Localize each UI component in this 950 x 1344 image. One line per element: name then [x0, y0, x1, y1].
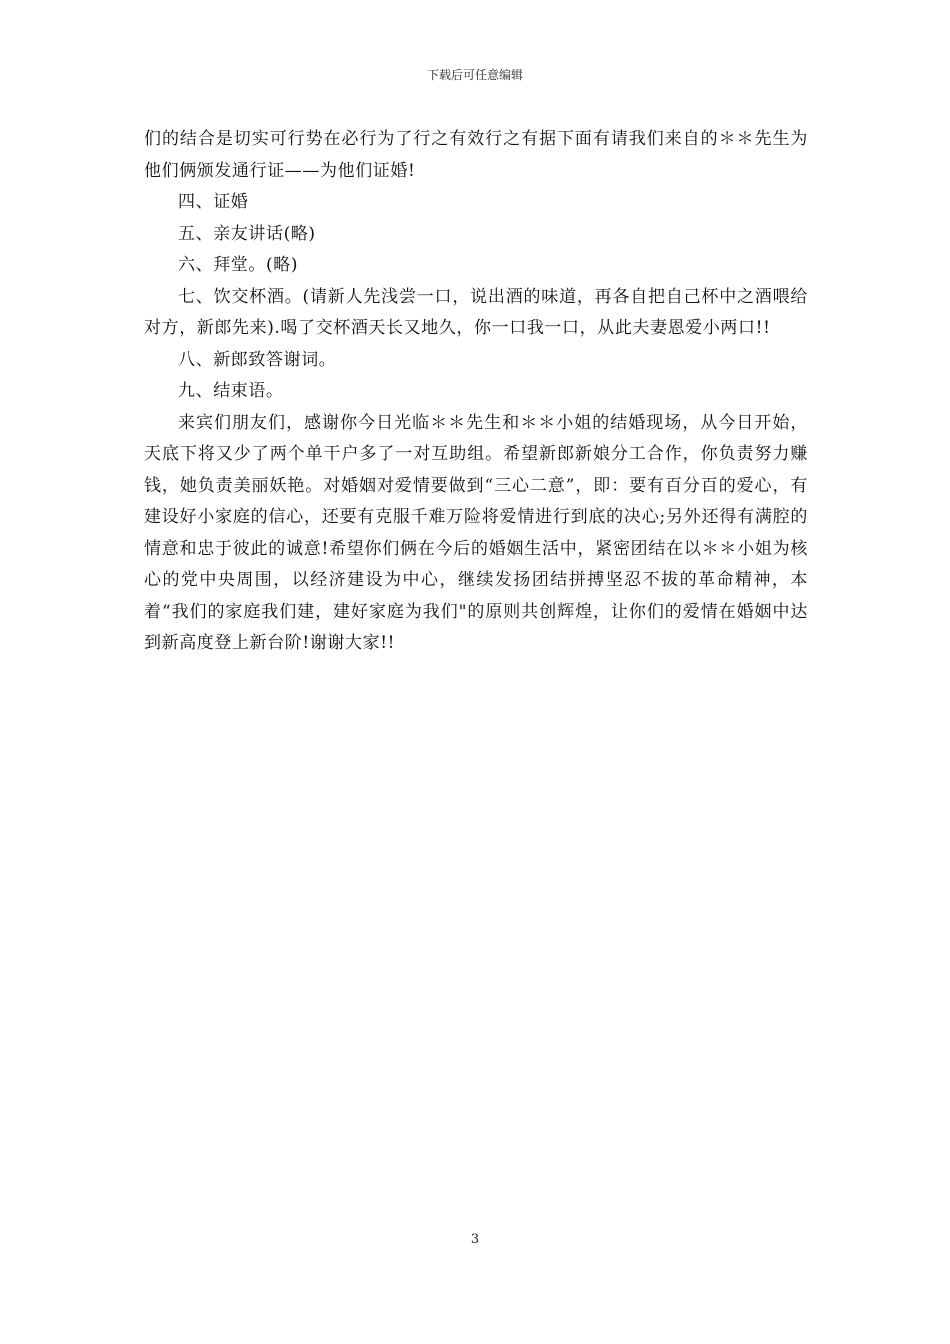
paragraph-section-6: 六、拜堂。(略): [178, 255, 299, 275]
paragraph-closing-speech: 来宾们朋友们，感谢你今日光临＊＊先生和＊＊小姐的结婚现场，从今日开始，天底下将又少了两个单干户多了一对互助组。希望新郎新娘分工合作，你负责努力赚钱，她负责美丽妖艳。对婚姻对爱情要做到“三心二意”，即：要有百分百的爱心，有建设好小家庭的信心，还要有克服千难万险将爱情进行到底的决心;另外还得有满腔的情意和忠于彼此的诚意!希望你们俩在今后的婚姻生活中，紧密团结在以＊＊小姐为核心的党中央周围，以经济建设为中心，继续发扬团结拼搏坚忍不拔的革命精神，本着“我们的家庭我们建，建好家庭为我们"的原则共创辉煌，让你们的爱情在婚姻中达到新高度登上新台阶!谢谢大家!!: [144, 412, 808, 653]
paragraph-section-5: 五、亲友讲话(略): [178, 223, 316, 244]
page-header: 下载后可任意编辑: [426, 68, 523, 82]
page-number: 3: [470, 1232, 480, 1247]
paragraph-section-7: 七、饮交杯酒。(请新人先浅尝一口，说出酒的味道，再各自把自己杯中之酒喂给对方，新郎先来).喝了交杯酒天长又地久，你一口我一口，从此夫妻恩爱小两口!!: [144, 286, 808, 338]
paragraph-section-4: 四、证婚: [178, 192, 249, 212]
paragraph-section-8: 八、新郎致答谢词。: [178, 349, 337, 370]
paragraph-section-9: 九、结束语。: [178, 381, 284, 401]
paragraph-continuation: 们的结合是切实可行势在必行为了行之有效行之有据下面有请我们来自的＊＊先生为他们俩颁发通行证——为他们证婚!: [144, 129, 808, 181]
document-body: [144, 124, 808, 660]
